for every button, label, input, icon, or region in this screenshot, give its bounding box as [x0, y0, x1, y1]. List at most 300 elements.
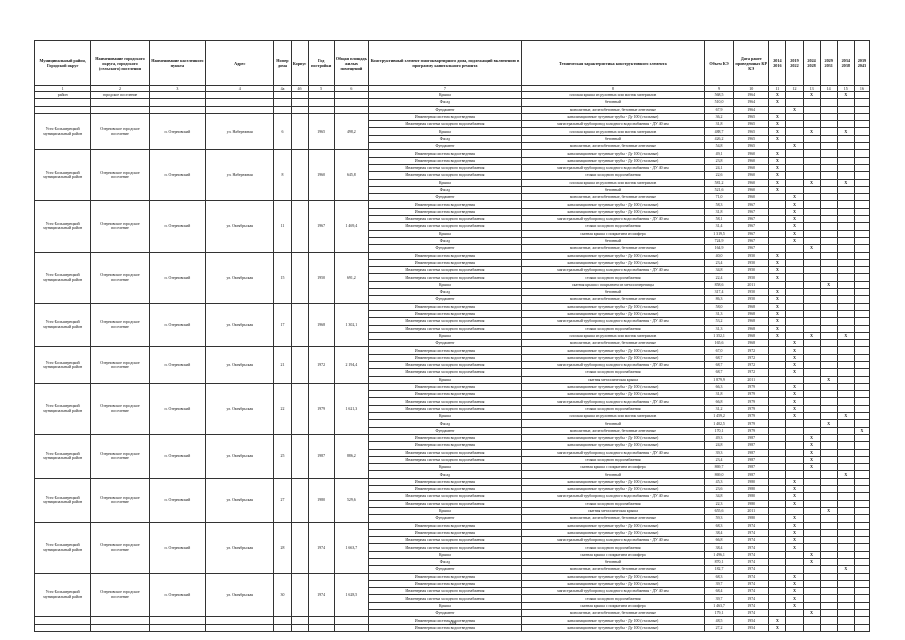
period-mark-cell: X: [786, 340, 803, 347]
volume-cell: 869,0: [704, 471, 733, 478]
period-mark-cell: X: [786, 208, 803, 215]
period-mark-cell: [820, 347, 837, 354]
date-cell: 1972: [734, 369, 769, 376]
period-mark-cell: [803, 420, 820, 427]
element-cell: Фундамент: [368, 245, 521, 252]
date-cell: 1950: [734, 289, 769, 296]
date-cell: 1987: [734, 442, 769, 449]
period-mark-cell: [837, 267, 854, 274]
period-mark-cell: X: [786, 486, 803, 493]
street-cell: ул. Октябрьская: [206, 201, 274, 252]
element-cell: Инженерная система водоотведения: [368, 617, 521, 624]
period-mark-cell: [769, 559, 786, 566]
locality-cell: п. Озерновский: [149, 573, 205, 617]
period-mark-cell: [769, 194, 786, 201]
period-mark-cell: [769, 486, 786, 493]
table-row: [35, 522, 870, 529]
period-mark-cell: [854, 376, 869, 383]
header-cell: Муниципальный район, Городской округ: [35, 41, 91, 86]
period-mark-cell: [769, 237, 786, 244]
tech-cell: плоская крыша из рулонных или мастик материалов: [521, 128, 704, 135]
period-mark-cell: X: [786, 201, 803, 208]
period-mark-cell: [769, 245, 786, 252]
period-mark-cell: [803, 237, 820, 244]
volume-cell: 34,8: [704, 493, 733, 500]
blank-cell: [308, 99, 334, 106]
period-mark-cell: [786, 135, 803, 142]
date-cell: 1968: [734, 310, 769, 317]
period-mark-cell: [820, 318, 837, 325]
table-row: [35, 99, 870, 106]
building-cell: [291, 573, 308, 617]
period-mark-cell: [854, 296, 869, 303]
period-mark-cell: [803, 208, 820, 215]
building-cell: [291, 478, 308, 522]
element-cell: Инженерная система холодного водоснабжения: [368, 325, 521, 332]
column-number-cell: 14: [820, 86, 837, 92]
period-mark-cell: [854, 332, 869, 339]
period-mark-cell: X: [769, 303, 786, 310]
period-mark-cell: X: [786, 194, 803, 201]
period-mark-cell: X: [786, 588, 803, 595]
volume-cell: 1 402,5: [704, 420, 733, 427]
period-mark-cell: [803, 354, 820, 361]
date-cell: 1950: [734, 267, 769, 274]
column-number-cell: 11: [769, 86, 786, 92]
blank-cell: [274, 106, 291, 113]
district-cell: Усть-Большерецкий муниципальный район: [35, 383, 91, 434]
element-cell: Инженерная система водоотведения: [368, 522, 521, 529]
period-mark-cell: [837, 515, 854, 522]
house-number-cell: 8: [274, 150, 291, 201]
date-cell: 1974: [734, 551, 769, 558]
period-mark-cell: X: [803, 245, 820, 252]
period-mark-cell: [786, 434, 803, 441]
period-mark-cell: [786, 99, 803, 106]
period-mark-cell: X: [769, 259, 786, 266]
period-mark-cell: [803, 172, 820, 179]
street-cell: ул. Октябрьская: [206, 303, 274, 347]
period-mark-cell: X: [837, 128, 854, 135]
volume-cell: 1 352,1: [704, 332, 733, 339]
header-cell: Номер дома: [274, 41, 291, 86]
date-cell: 1980: [734, 515, 769, 522]
period-mark-cell: [820, 383, 837, 390]
tech-cell: канализационные чугунные трубы - Ду 100 (стальные): [521, 624, 704, 631]
period-mark-cell: X: [769, 325, 786, 332]
element-cell: Фундамент: [368, 296, 521, 303]
period-mark-cell: [854, 303, 869, 310]
period-mark-cell: [820, 121, 837, 128]
element-cell: Инженерная система холодного водоснабжения: [368, 361, 521, 368]
period-mark-cell: [854, 245, 869, 252]
period-mark-cell: [769, 405, 786, 412]
period-mark-cell: [820, 493, 837, 500]
element-cell: Инженерная система водоотведения: [368, 310, 521, 317]
period-mark-cell: [854, 515, 869, 522]
period-mark-cell: [803, 289, 820, 296]
period-mark-cell: [803, 164, 820, 171]
period-mark-cell: [854, 405, 869, 412]
element-cell: Инженерная система холодного водоснабжения: [368, 456, 521, 463]
period-mark-cell: [854, 413, 869, 420]
column-number-cell: 1: [35, 86, 91, 92]
period-mark-cell: [769, 106, 786, 113]
element-cell: Фасад: [368, 99, 521, 106]
volume-cell: 31,4: [704, 223, 733, 230]
date-cell: 1968: [734, 318, 769, 325]
tech-cell: стояки холодного водоснабжения: [521, 172, 704, 179]
volume-cell: 869,7: [704, 464, 733, 471]
volume-cell: 317,4: [704, 289, 733, 296]
period-mark-cell: [769, 493, 786, 500]
period-mark-cell: [837, 281, 854, 288]
house-number-cell: 30: [274, 573, 291, 617]
period-mark-cell: [820, 128, 837, 135]
blank-cell: [149, 92, 205, 99]
period-mark-cell: [803, 106, 820, 113]
header-cell: 2034 2038: [837, 41, 854, 86]
district-cell: [35, 99, 91, 106]
locality-cell: п. Озерновский: [149, 303, 205, 347]
period-mark-cell: [854, 194, 869, 201]
period-mark-cell: X: [769, 186, 786, 193]
period-mark-cell: [820, 143, 837, 150]
period-mark-cell: [837, 113, 854, 120]
volume-cell: 31,8: [704, 121, 733, 128]
period-mark-cell: [803, 486, 820, 493]
period-mark-cell: [820, 602, 837, 609]
element-cell: Крыша: [368, 128, 521, 135]
period-mark-cell: [854, 456, 869, 463]
date-cell: 1979: [734, 398, 769, 405]
period-mark-cell: [769, 573, 786, 580]
column-number-cell: 10: [734, 86, 769, 92]
volume-cell: 49,3: [704, 434, 733, 441]
column-number-cell: 5: [308, 86, 334, 92]
period-mark-cell: [803, 405, 820, 412]
column-number-cell: 3: [149, 86, 205, 92]
period-mark-cell: [820, 201, 837, 208]
element-cell: Инженерная система холодного водоснабжения: [368, 121, 521, 128]
date-cell: 1972: [734, 361, 769, 368]
tech-cell: канализационные чугунные трубы - Ду 100 (стальные): [521, 434, 704, 441]
period-mark-cell: [854, 201, 869, 208]
table-row: [35, 478, 870, 485]
volume-cell: 67,9: [704, 106, 733, 113]
element-cell: Инженерная система холодного водоснабжения: [368, 398, 521, 405]
period-mark-cell: [786, 325, 803, 332]
tech-cell: магистральный трубопровод холодного водоснабжения - ДУ 40 мм: [521, 164, 704, 171]
period-mark-cell: X: [803, 464, 820, 471]
period-mark-cell: [854, 237, 869, 244]
period-mark-cell: X: [769, 179, 786, 186]
period-mark-cell: [854, 106, 869, 113]
tech-cell: монолитные, железобетонные, бетонные ленточные: [521, 340, 704, 347]
period-mark-cell: X: [769, 157, 786, 164]
period-mark-cell: [769, 507, 786, 514]
volume-cell: 521,6: [704, 186, 733, 193]
header-cell: 2039 2043: [854, 41, 869, 86]
volume-cell: 22,6: [704, 172, 733, 179]
element-cell: Инженерная система водоотведения: [368, 391, 521, 398]
volume-cell: 45,3: [704, 478, 733, 485]
date-cell: 1960: [734, 179, 769, 186]
locality-cell: п. Озерновский: [149, 434, 205, 478]
date-cell: 1979: [734, 383, 769, 390]
tech-cell: скатная крыша с покрытием из шифера: [521, 230, 704, 237]
column-number-cell: 6: [334, 86, 368, 92]
period-mark-cell: [854, 391, 869, 398]
period-mark-cell: [786, 121, 803, 128]
period-mark-cell: X: [803, 92, 820, 99]
column-number-cell: 9: [704, 86, 733, 92]
tech-cell: канализационные чугунные трубы - Ду 100 (стальные): [521, 573, 704, 580]
period-mark-cell: X: [769, 310, 786, 317]
tech-cell: монолитные, железобетонные, бетонные ленточные: [521, 106, 704, 113]
date-cell: 2011: [734, 507, 769, 514]
tech-cell: канализационные чугунные трубы - Ду 100 (стальные): [521, 580, 704, 587]
period-mark-cell: [837, 172, 854, 179]
date-cell: 1960: [734, 172, 769, 179]
period-mark-cell: X: [769, 150, 786, 157]
date-cell: 1987: [734, 471, 769, 478]
period-mark-cell: [854, 434, 869, 441]
period-mark-cell: [803, 194, 820, 201]
volume-cell: 179,1: [704, 610, 733, 617]
area-cell: 1 628,5: [334, 573, 368, 617]
period-mark-cell: [854, 420, 869, 427]
element-cell: Инженерная система водоотведения: [368, 252, 521, 259]
period-mark-cell: [803, 427, 820, 434]
period-mark-cell: [854, 128, 869, 135]
tech-cell: стояки холодного водоснабжения: [521, 369, 704, 376]
period-mark-cell: [837, 537, 854, 544]
period-mark-cell: X: [803, 449, 820, 456]
building-cell: [291, 347, 308, 383]
period-mark-cell: X: [837, 179, 854, 186]
date-cell: 1974: [734, 602, 769, 609]
element-cell: Инженерная система водоотведения: [368, 383, 521, 390]
period-mark-cell: [837, 544, 854, 551]
period-mark-cell: [820, 150, 837, 157]
period-mark-cell: X: [769, 128, 786, 135]
period-mark-cell: [837, 289, 854, 296]
blank-cell: [149, 99, 205, 106]
tech-cell: плоская крыша из рулонных или мастик материалов: [521, 179, 704, 186]
header-cell: Адрес: [206, 41, 274, 86]
period-mark-cell: [803, 121, 820, 128]
period-mark-cell: X: [786, 369, 803, 376]
district-cell: Усть-Большерецкий муниципальный район: [35, 252, 91, 303]
period-mark-cell: [837, 559, 854, 566]
volume-cell: 36,2: [704, 113, 733, 120]
volume-cell: 38,4: [704, 544, 733, 551]
date-cell: 1950: [734, 274, 769, 281]
tech-cell: стояки холодного водоснабжения: [521, 223, 704, 230]
element-cell: Инженерная система водоотведения: [368, 150, 521, 157]
element-cell: Инженерная система холодного водоснабжения: [368, 267, 521, 274]
blank-cell: [274, 99, 291, 106]
period-mark-cell: [837, 347, 854, 354]
volume-cell: 23,6: [704, 486, 733, 493]
period-mark-cell: [803, 376, 820, 383]
tech-cell: бетонный: [521, 559, 704, 566]
period-mark-cell: [837, 595, 854, 602]
period-mark-cell: [820, 230, 837, 237]
period-mark-cell: [803, 515, 820, 522]
element-cell: Крыша: [368, 464, 521, 471]
period-mark-cell: [837, 252, 854, 259]
period-mark-cell: X: [769, 99, 786, 106]
element-cell: Крыша: [368, 602, 521, 609]
period-mark-cell: [769, 471, 786, 478]
building-cell: [291, 434, 308, 478]
date-cell: 1972: [734, 347, 769, 354]
period-mark-cell: [854, 544, 869, 551]
district-cell: Усть-Большерецкий муниципальный район: [35, 573, 91, 617]
period-mark-cell: [837, 529, 854, 536]
volume-cell: 68,7: [704, 361, 733, 368]
volume-cell: 23,4: [704, 259, 733, 266]
year-cell: 1974: [308, 522, 334, 573]
period-mark-cell: [837, 442, 854, 449]
tech-cell: монолитные, железобетонные, бетонные ленточные: [521, 427, 704, 434]
element-cell: Инженерная система холодного водоснабжения: [368, 537, 521, 544]
tech-cell: магистральный трубопровод холодного водоснабжения - ДУ 40 мм: [521, 537, 704, 544]
period-mark-cell: [854, 150, 869, 157]
date-cell: 1954: [734, 617, 769, 624]
column-number-cell: 16: [854, 86, 869, 92]
period-mark-cell: [786, 113, 803, 120]
period-mark-cell: [769, 529, 786, 536]
period-mark-cell: [820, 442, 837, 449]
volume-cell: 58,1: [704, 216, 733, 223]
period-mark-cell: [837, 164, 854, 171]
building-cell: [291, 113, 308, 149]
settlement-cell: Озерновское городское поселение: [91, 303, 149, 347]
tech-cell: бетонный: [521, 289, 704, 296]
period-mark-cell: [854, 610, 869, 617]
volume-cell: 68,4: [704, 588, 733, 595]
element-cell: Инженерная система водоотведения: [368, 347, 521, 354]
period-mark-cell: [837, 230, 854, 237]
volume-cell: 23,4: [704, 456, 733, 463]
settlement-cell: городское поселение: [91, 92, 149, 99]
period-mark-cell: [837, 194, 854, 201]
period-mark-cell: [786, 267, 803, 274]
period-mark-cell: [837, 237, 854, 244]
volume-cell: 58,3: [704, 201, 733, 208]
period-mark-cell: [854, 361, 869, 368]
volume-cell: 39,7: [704, 595, 733, 602]
period-mark-cell: [854, 274, 869, 281]
header-cell: 2014 2016: [769, 41, 786, 86]
settlement-cell: Озерновское городское поселение: [91, 573, 149, 617]
header-row: [35, 41, 870, 86]
period-mark-cell: X: [786, 143, 803, 150]
element-cell: Инженерная система водоотведения: [368, 478, 521, 485]
volume-cell: 581,2: [704, 179, 733, 186]
period-mark-cell: [803, 274, 820, 281]
date-cell: 1965: [734, 135, 769, 142]
period-mark-cell: X: [786, 413, 803, 420]
period-mark-cell: [854, 383, 869, 390]
settlement-cell: Озерновское городское поселение: [91, 150, 149, 201]
period-mark-cell: [820, 610, 837, 617]
volume-cell: 38,4: [704, 529, 733, 536]
period-mark-cell: [854, 493, 869, 500]
tech-cell: магистральный трубопровод холодного водоснабжения - ДУ 40 мм: [521, 398, 704, 405]
period-mark-cell: [820, 529, 837, 536]
element-cell: Инженерная система водоотведения: [368, 201, 521, 208]
area-cell: 498,2: [334, 113, 368, 149]
period-mark-cell: X: [803, 456, 820, 463]
district-cell: [35, 106, 91, 113]
element-cell: Инженерная система водоотведения: [368, 573, 521, 580]
date-cell: 1987: [734, 464, 769, 471]
date-cell: 1964: [734, 106, 769, 113]
tech-cell: монолитные, железобетонные, бетонные ленточные: [521, 610, 704, 617]
period-mark-cell: [786, 471, 803, 478]
tech-cell: скатная металлическая крыша: [521, 507, 704, 514]
page-number: 249: [448, 622, 457, 627]
period-mark-cell: [803, 602, 820, 609]
date-cell: 1979: [734, 427, 769, 434]
period-mark-cell: [837, 216, 854, 223]
column-number-cell: 13: [803, 86, 820, 92]
building-cell: [291, 150, 308, 201]
volume-cell: 48,5: [704, 617, 733, 624]
volume-cell: 1 463,7: [704, 602, 733, 609]
volume-cell: 54,8: [704, 143, 733, 150]
volume-cell: 858,6: [704, 281, 733, 288]
period-mark-cell: [854, 92, 869, 99]
volume-cell: 40,0: [704, 252, 733, 259]
area-cell: 529,6: [334, 478, 368, 522]
street-cell: ул. Октябрьская: [206, 522, 274, 573]
period-mark-cell: [803, 310, 820, 317]
period-mark-cell: [820, 464, 837, 471]
period-mark-cell: [837, 580, 854, 587]
area-cell: 1 663,7: [334, 522, 368, 573]
period-mark-cell: [803, 252, 820, 259]
volume-cell: 1 459,2: [704, 413, 733, 420]
table-row: [35, 113, 870, 120]
period-mark-cell: [820, 595, 837, 602]
period-mark-cell: [803, 493, 820, 500]
year-cell: 1965: [308, 113, 334, 149]
tech-cell: канализационные чугунные трубы - Ду 100 (стальные): [521, 486, 704, 493]
date-cell: 1980: [734, 478, 769, 485]
period-mark-cell: [803, 413, 820, 420]
period-mark-cell: [786, 566, 803, 573]
year-cell: 1987: [308, 434, 334, 478]
period-mark-cell: [854, 157, 869, 164]
period-mark-cell: X: [786, 398, 803, 405]
period-mark-cell: [769, 588, 786, 595]
period-mark-cell: [803, 361, 820, 368]
house-number-cell: 17: [274, 303, 291, 347]
period-mark-cell: [803, 544, 820, 551]
period-mark-cell: X: [786, 223, 803, 230]
period-mark-cell: X: [820, 507, 837, 514]
element-cell: Фасад: [368, 135, 521, 142]
house-number-cell: 22: [274, 383, 291, 434]
period-mark-cell: X: [786, 237, 803, 244]
period-mark-cell: [854, 186, 869, 193]
element-cell: Инженерная система водоотведения: [368, 354, 521, 361]
